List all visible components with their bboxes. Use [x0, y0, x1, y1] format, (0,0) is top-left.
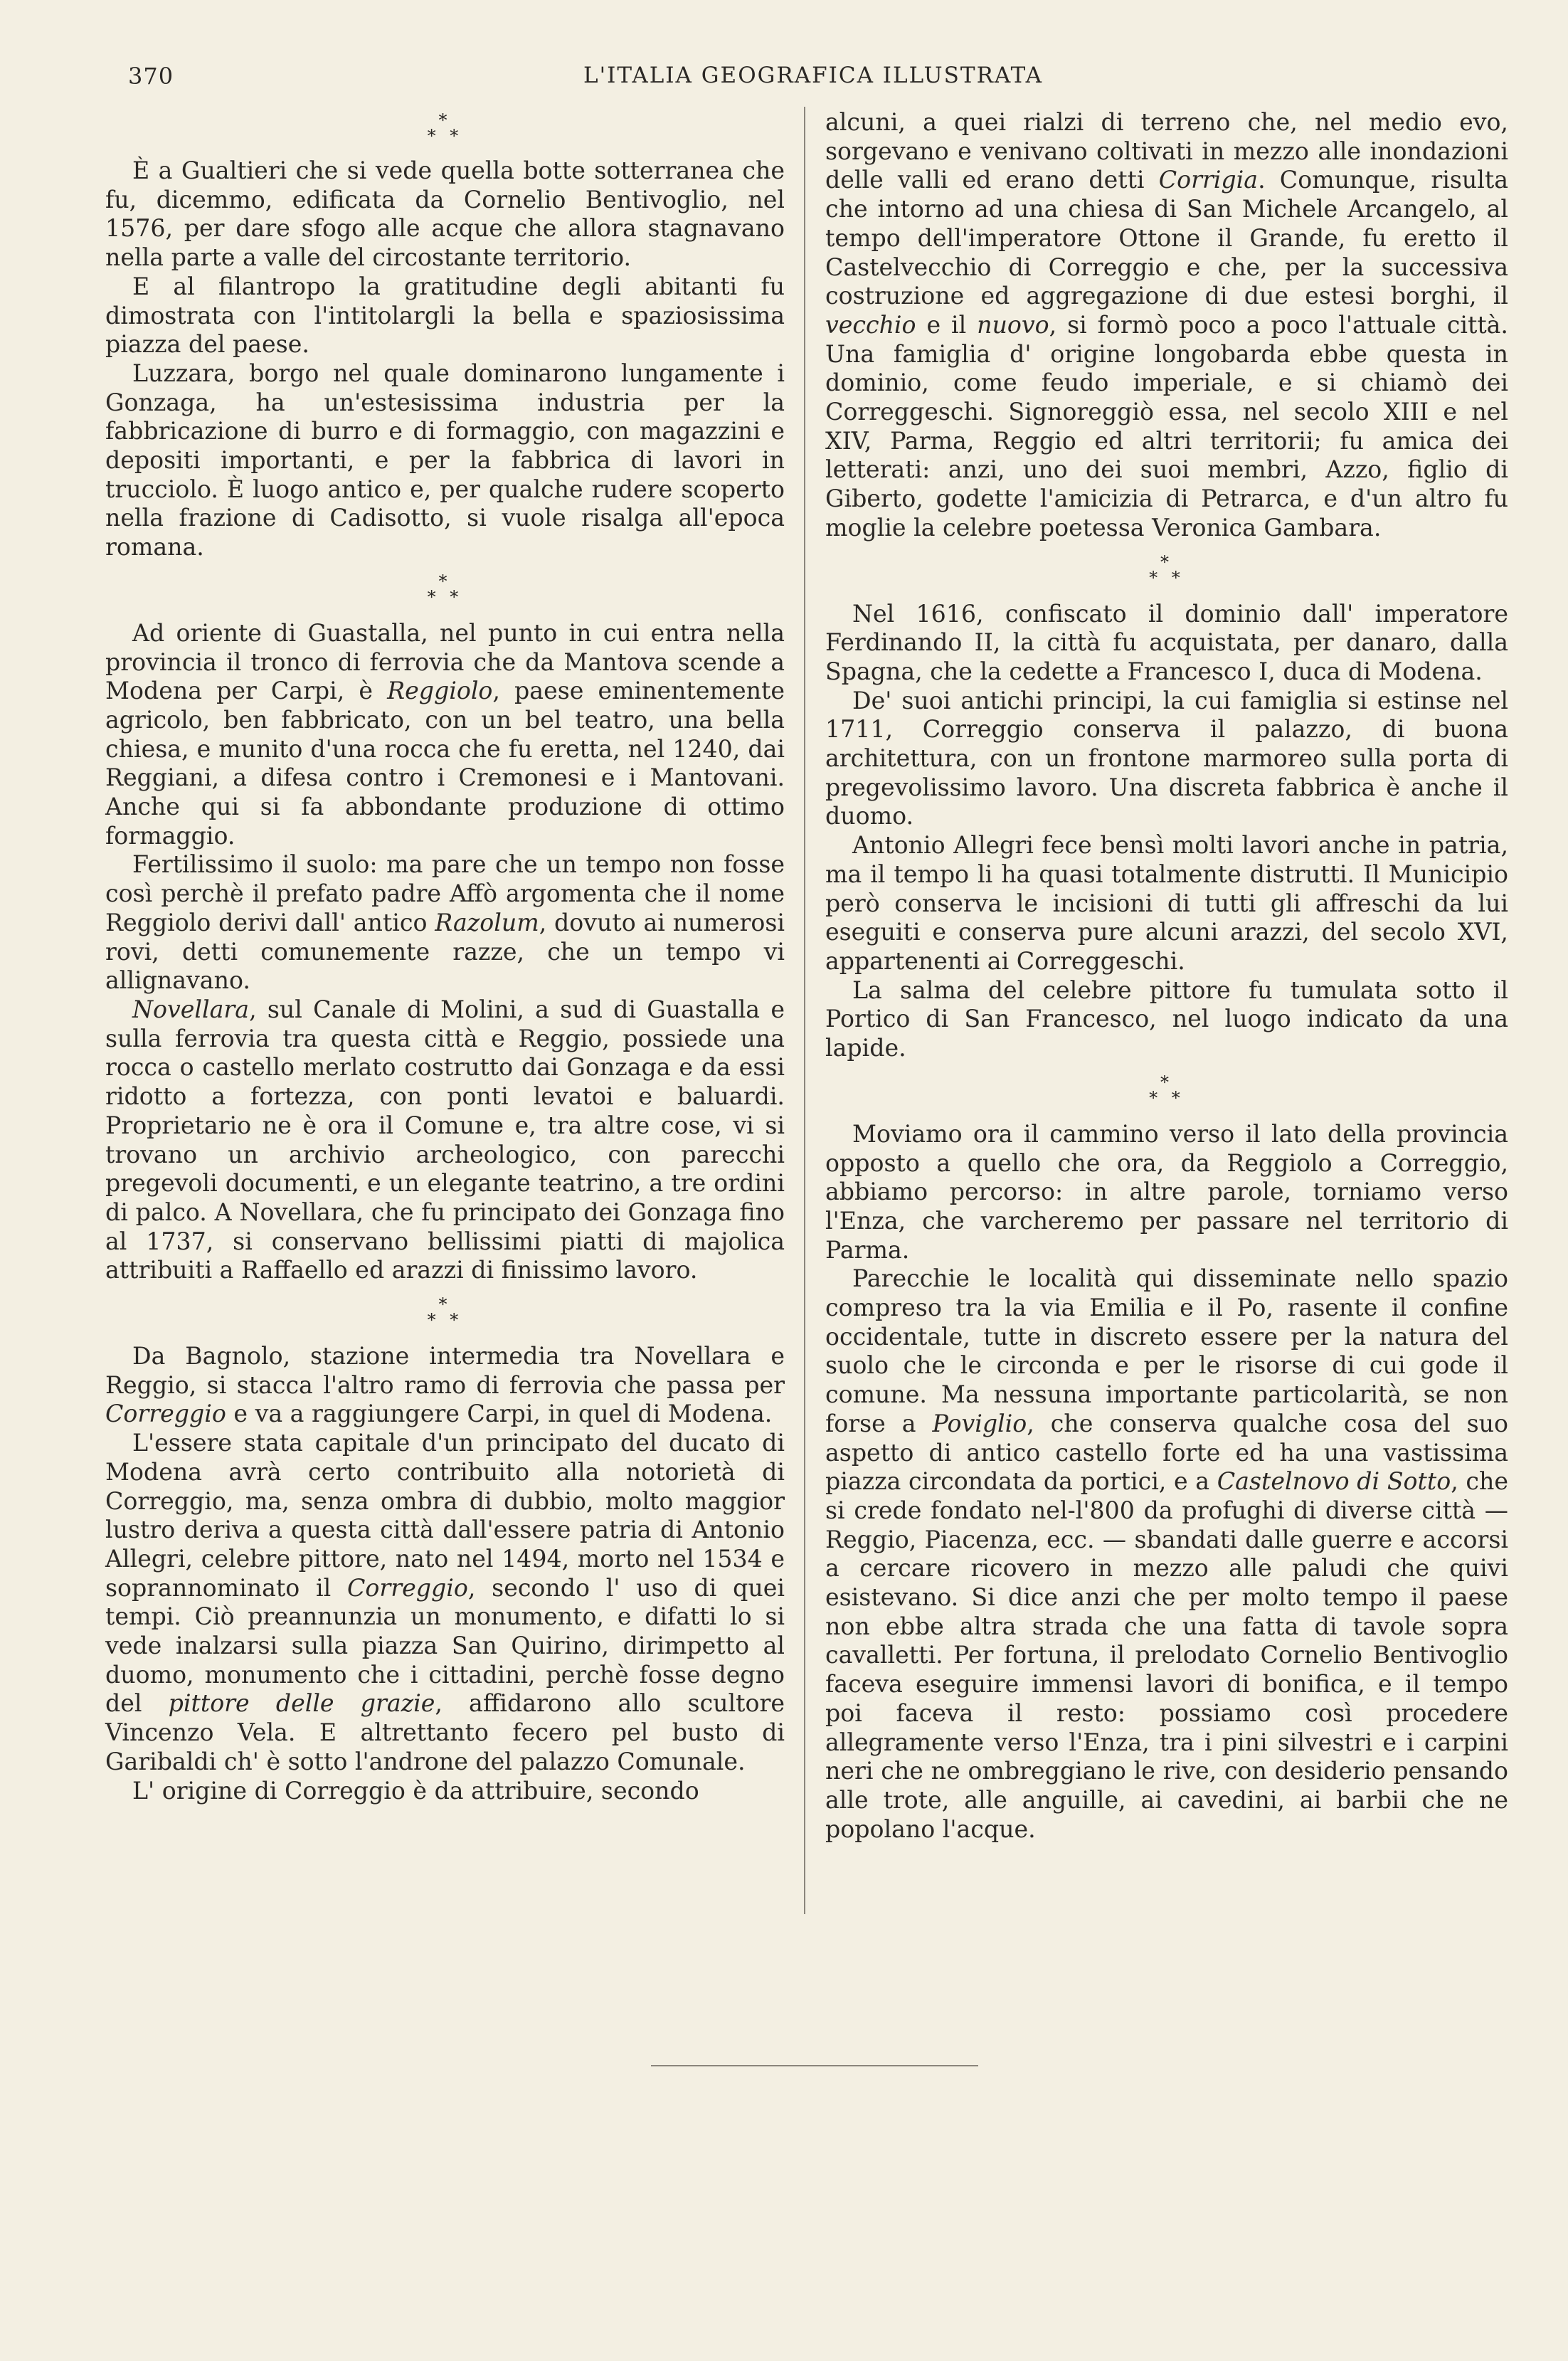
asterism — [825, 543, 1508, 600]
italic-term: Corrigia — [1158, 166, 1259, 194]
column-divider — [804, 107, 805, 1914]
paragraph: Novellara, sul Canale di Molini, a sud di Guastalla e sulla ferrovia tra questa città e Reggio, possiede una rocca o castello merlato costrutto dai Gonzaga e da essi ridotto a fortezza, con ponti levatoi e baluardi. Proprietario ne è ora il Comune e, tra altre cose, vi si trovano un archivio archeologico, con parecchi pregevoli documenti, e un elegante teatrino, a tre ordini di palco. A Novellara, che fu principato dei Gonzaga fino al 1737, si conservano bellissimi piatti di majolica attribuiti a Raffaello ed arazzi di finissimo lavoro. — [105, 995, 785, 1284]
italic-term: pittore delle grazie — [168, 1689, 435, 1718]
italic-term: Reggiolo — [387, 677, 493, 705]
paragraph: De' suoi antichi principi, la cui famiglia si estinse nel 1711, Correggio conserva il palazzo, di buona architettura, con un frontone marmoreo sulla porta di pregevolissimo lavoro. Una discreta fabbrica è anche il duomo. — [825, 686, 1508, 830]
asterism — [105, 108, 785, 157]
paragraph: Moviamo ora il cammino verso il lato della provincia opposto a quello che ora, da Reggiolo a Correggio, abbiamo percorso: in altre parole, torniamo verso l'Enza, che varcheremo per passare nel territorio di Parma. — [825, 1119, 1508, 1264]
paragraph: Ad oriente di Guastalla, nel punto in cui entra nella provincia il tronco di ferrovia che da Mantova scende a Modena per Carpi, è Reggiolo, paese eminentemente agricolo, ben fabbricato, con un bel teatro, una bella chiesa, e munito d'una rocca che fu eretta, nel 1240, dai Reggiani, a difesa contro i Cremonesi e i Mantovani. Anche qui si fa abbondante produzione di ottimo formaggio. — [105, 618, 785, 850]
running-title: L'ITALIA GEOGRAFICA ILLUSTRATA — [583, 63, 1043, 88]
italic-term: Razolum — [435, 908, 539, 936]
paragraph: Parecchie le località qui disseminate nello spazio compreso tra la via Emilia e il Po, rasente il confine occidentale, tutte in discreto essere per la natura del suolo che le circonda e per le risorse di cui gode il comune. Ma nessuna importante particolarità, se non forse a Poviglio, che conserva qualche cosa del suo aspetto di antico castello forte ed ha una vastissima piazza circondata da portici, e a Castelnovo di Sotto, che si crede fondato nel-l'800 da profughi di diverse città — Reggio, Piacenza, ecc. — sbandati dalle guerre e accorsi a cercare ricovero in mezzo alle paludi che quivi esistevano. Si dice anzi che per molto tempo il paese non ebbe altra strada che una fatta di tavole sopra cavalletti. Per fortuna, il prelodato Cornelio Bentivoglio faceva eseguire immensi lavori di bonifica, e il tempo poi faceva il resto: possiamo così procedere allegramente verso l'Enza, tra i pini silvestri e i carpini neri che ne ombreggiano le rive, con desiderio pensando alle trote, alle anguille, ai cavedini, ai barbii che ne popolano l'acque. — [825, 1264, 1509, 1843]
asterism — [825, 1063, 1508, 1120]
paragraph: E al filantropo la gratitudine degli abitanti fu dimostrata con l'intitolargli la bella e spaziosissima piazza del paese. — [105, 272, 785, 359]
paragraph: Nel 1616, confiscato il dominio dall' imperatore Ferdinando II, la città fu acquistata, per danaro, dalla Spagna, che la cedette a Francesco I, duca di Modena. — [825, 599, 1508, 685]
italic-term: Castelnovo di Sotto — [1217, 1467, 1451, 1496]
paragraph: L'essere stata capitale d'un principato del ducato di Modena avrà certo contribuito alla notorietà di Correggio, ma, senza ombra di dubbio, molto maggior lustro deriva a questa città dall'essere patria di Antonio Allegri, celebre pittore, nato nel 1494, morto nel 1534 e soprannominato il Correggio, secondo l' uso di quei tempi. Ciò preannunzia un monumento, e difatti lo si vede inalzarsi sulla piazza San Quirino, dirimpetto al duomo, monumento che i cittadini, perchè fosse degno del pittore delle grazie, affidarono allo scultore Vincenzo Vela. E altrettanto fecero pel busto di Garibaldi ch' è sotto l'androne del palazzo Comunale. — [105, 1429, 785, 1775]
paragraph: Antonio Allegri fece bensì molti lavori anche in patria, ma il tempo li ha quasi totalmente distrutti. Il Municipio però conserva le incisioni di tutti gli affreschi da lui eseguiti e conserva pure alcuni arazzi, del secolo XVI, appartenenti ai Correggeschi. — [825, 831, 1508, 975]
asterism-top: * — [438, 571, 452, 591]
italic-term: nuovo — [977, 310, 1049, 339]
italic-term: Correggio — [105, 1400, 226, 1428]
italic-term: Poviglio — [932, 1409, 1027, 1437]
asterism-bottom: * * — [427, 1310, 463, 1331]
paragraph: È a Gualtieri che si vede quella botte sotterranea che fu, dicemmo, edificata da Cornelio Bentivoglio, nel 1576, per dare sfogo alle acque che allora stagnavano nella parte a valle del circostante territorio. — [105, 157, 785, 272]
paragraph: L' origine di Correggio è da attribuire, secondo — [132, 1776, 699, 1805]
asterism — [105, 1285, 785, 1342]
page-number: 370 — [128, 63, 174, 90]
right-column — [825, 108, 1508, 1844]
footer-rule — [651, 2065, 978, 2066]
paragraph: alcuni, a quei rialzi di terreno che, nel medio evo, sorgevano e venivano coltivati in mezzo alle inondazioni delle valli ed erano detti Corrigia. Comunque, risulta che intorno ad una chiesa di San Michele Arcangelo, al tempo dell'imperatore Ottone il Grande, fu eretto il Castelvecchio di Correggio e che, per la successiva costruzione ed aggregazione di due estesi borghi, il vecchio e il nuovo, si formò poco a poco l'attuale città. Una famiglia d' origine longobarda ebbe questa in dominio, come feudo imperiale, e si chiamò dei Correggeschi. Signoreggiò essa, nel secolo XIII e nel XIV, Parma, Reggio ed altri territorii; fu amica dei letterati: anzi, uno dei suoi membri, Azzo, figlio di Giberto, godette l'amicizia di Petrarca, e d'un altro fu moglie la celebre poetessa Veronica Gambara. — [825, 108, 1508, 542]
italic-term: vecchio — [825, 310, 916, 339]
italic-term: Novellara — [132, 995, 250, 1023]
asterism-bottom: * * — [427, 586, 463, 607]
left-column — [105, 108, 785, 1805]
asterism-bottom: * * — [1149, 567, 1185, 588]
paragraph: Da Bagnolo, stazione intermedia tra Novellara e Reggio, si stacca l'altro ramo di ferrovia che passa per Correggio e va a raggiungere Carpi, in quel di Modena. — [105, 1342, 785, 1428]
asterism-bottom: * * — [427, 126, 463, 146]
paragraph: Luzzara, borgo nel quale dominarono lungamente i Gonzaga, ha un'estesissima industria per la fabbricazione di burro e di formaggio, con magazzini e depositi importanti, e per la fabbrica di lavori in trucciolo. È luogo antico e, per qualche rudere scoperto nella frazione di Cadisotto, si vuole risalga all'epoca romana. — [105, 359, 785, 561]
asterism-top: * — [1160, 1072, 1173, 1092]
asterism-top: * — [1160, 551, 1173, 572]
asterism-bottom: * * — [1149, 1087, 1185, 1108]
paragraph: Fertilissimo il suolo: ma pare che un tempo non fosse così perchè il prefato padre Affò argomenta che il nome Reggiolo derivi dall' antico Razolum, dovuto ai numerosi rovi, detti comunemente razze, che un tempo vi allignavano. — [105, 850, 785, 995]
asterism-top: * — [438, 1294, 452, 1315]
asterism — [105, 562, 785, 619]
asterism-top: * — [438, 110, 452, 130]
italic-term: Correggio — [347, 1573, 468, 1602]
paragraph: La salma del celebre pittore fu tumulata sotto il Portico di San Francesco, nel luogo indicato da una lapide. — [825, 976, 1508, 1062]
